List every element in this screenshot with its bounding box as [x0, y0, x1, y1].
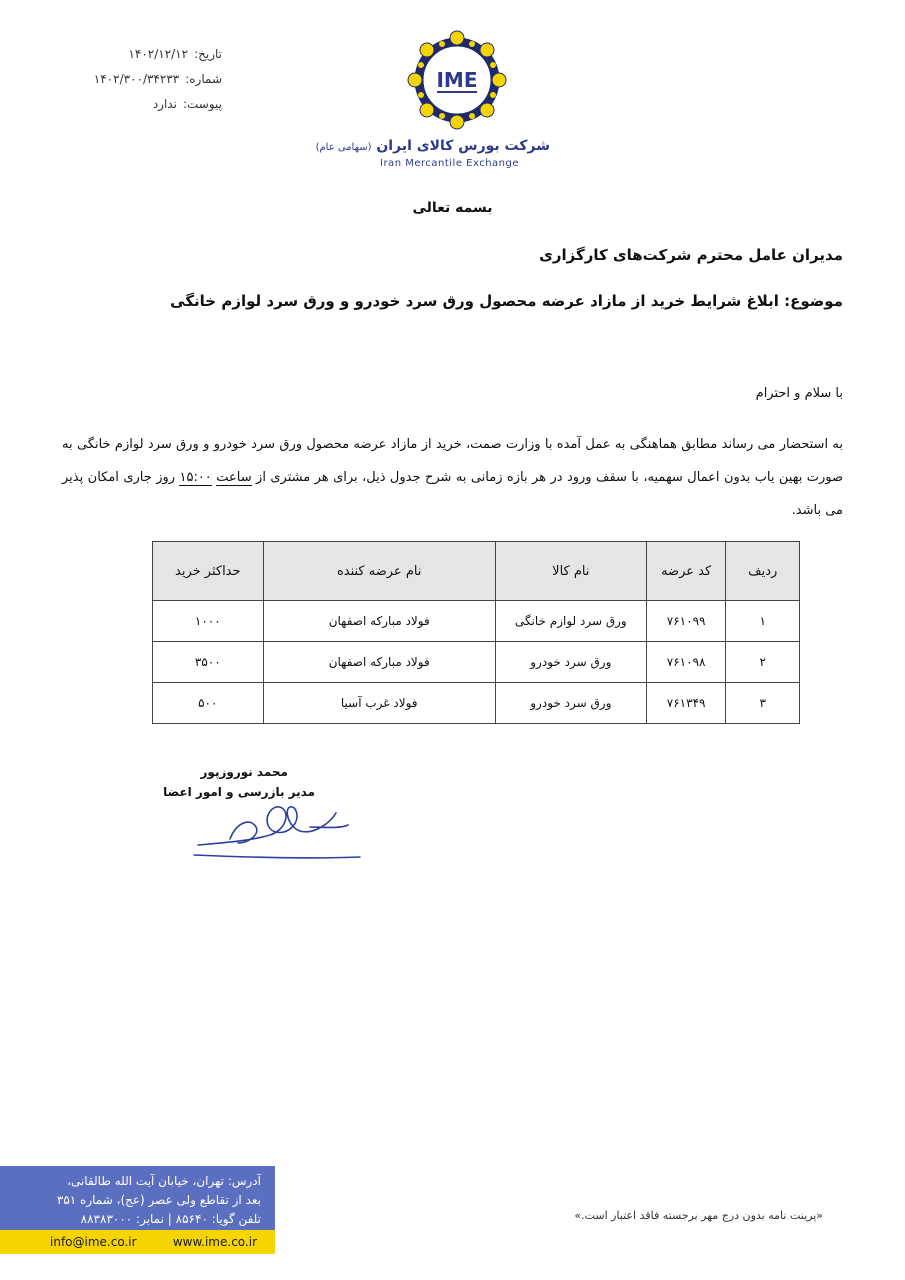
- footer-website[interactable]: www.ime.co.ir: [172, 1235, 257, 1249]
- col-header-max-purchase: حداکثر خرید: [153, 542, 264, 601]
- cell-row-number: ۲: [726, 642, 800, 683]
- svg-text:IME: IME: [436, 68, 478, 92]
- table-row: [153, 601, 800, 642]
- cell-max-purchase: ۱۰۰۰: [153, 601, 264, 642]
- cell-offer-code: ۷۶۱۳۴۹: [646, 683, 726, 724]
- attachment-row: [82, 92, 222, 117]
- cell-max-purchase: ۵۰۰: [153, 683, 264, 724]
- letter-addressee: مدیران عامل محترم شرکت‌های کارگزاری: [539, 246, 843, 264]
- letter-salutation: بسمه تعالی: [412, 200, 493, 216]
- date-label: تاریخ:: [194, 47, 222, 61]
- company-name-fa: [316, 138, 550, 154]
- company-name-suffix: (سهامی عام): [315, 142, 372, 153]
- col-header-product-name: نام کالا: [495, 542, 646, 601]
- ime-logo-icon: [407, 30, 507, 130]
- cell-product-name: ورق سرد خودرو: [495, 683, 646, 724]
- cell-product-name: ورق سرد لوازم خانگی: [495, 601, 646, 642]
- cell-supplier-name: فولاد غرب آسیا: [263, 683, 495, 724]
- footer-phone-line: تلفن گویا: ۸۵۶۴۰ | نمابر: ۸۸۳۸۳۰۰۰: [80, 1212, 261, 1226]
- cell-offer-code: ۷۶۱۰۹۸: [646, 642, 726, 683]
- cell-max-purchase: ۳۵۰۰: [153, 642, 264, 683]
- col-header-supplier-name: نام عرضه کننده: [263, 542, 495, 601]
- letter-greeting: با سلام و احترام: [755, 386, 843, 401]
- cell-supplier-name: فولاد مبارکه اصفهان: [263, 601, 495, 642]
- footer-address-line-2: بعد از تقاطع ولی عصر (عج)، شماره ۳۵۱: [56, 1193, 261, 1207]
- body-underlined-hour-label: ساعت: [216, 470, 252, 485]
- company-name-main: شرکت بورس کالای ایران: [376, 138, 550, 154]
- body-text-1: به استحضار می رساند مطابق هماهنگی به عمل آمده با وزارت صمت، خرید از مازاد عرضه محصول ورق سرد خودرو و ورق سرد لوازم خانگی به صورت بهین یاب بدون اعمال سهمیه، با سقف ورود در هر بازه زمانی به شرح جدول ذیل، برای هر مشتری از: [62, 437, 844, 485]
- footer-email[interactable]: info@ime.co.ir: [50, 1235, 137, 1249]
- number-row: [82, 67, 222, 92]
- date-row: [82, 42, 222, 67]
- col-header-offer-code: کد عرضه: [646, 542, 726, 601]
- body-underlined-time: ۱۵:۰۰: [179, 470, 212, 485]
- col-header-row-number: ردیف: [726, 542, 800, 601]
- body-text-2: روز جاری امکان پذیر می باشد.: [62, 470, 843, 518]
- number-value: ۱۴۰۲/۳۰۰/۳۴۲۳۳: [93, 72, 180, 86]
- cell-product-name: ورق سرد خودرو: [495, 642, 646, 683]
- letter-body: [62, 428, 843, 527]
- date-value: ۱۴۰۲/۱۲/۱۲: [128, 47, 189, 61]
- signatory-name: محمد نوروزپور: [200, 765, 288, 779]
- cell-supplier-name: فولاد مبارکه اصفهان: [263, 642, 495, 683]
- footer-contact-strip: [0, 1230, 275, 1254]
- company-name-en: Iran Mercantile Exchange: [380, 158, 520, 169]
- letter-meta: [82, 42, 222, 117]
- table-row: [153, 683, 800, 724]
- signatory-title: مدیر بازرسی و امور اعضا: [163, 785, 315, 799]
- attachment-value: ندارد: [152, 97, 177, 111]
- number-label: شماره:: [185, 72, 222, 86]
- cell-offer-code: ۷۶۱۰۹۹: [646, 601, 726, 642]
- cell-row-number: ۱: [726, 601, 800, 642]
- table-row: [153, 642, 800, 683]
- attachment-label: پیوست:: [182, 97, 222, 111]
- footer-validity-note: «پرینت نامه بدون درج مهر برجسته فاقد اعتبار است.»: [574, 1209, 823, 1222]
- footer-address-line-1: آدرس: تهران، خیابان آیت الله طالقانی،: [67, 1174, 261, 1188]
- purchase-conditions-table: [152, 541, 800, 724]
- table-header-row: [153, 542, 800, 601]
- signature-block: [163, 765, 370, 865]
- company-logo: [315, 30, 565, 175]
- letter-subject: موضوع: ابلاغ شرایط خرید از مازاد عرضه محصول ورق سرد خودرو و ورق سرد لوازم خانگی: [170, 292, 843, 310]
- cell-row-number: ۳: [726, 683, 800, 724]
